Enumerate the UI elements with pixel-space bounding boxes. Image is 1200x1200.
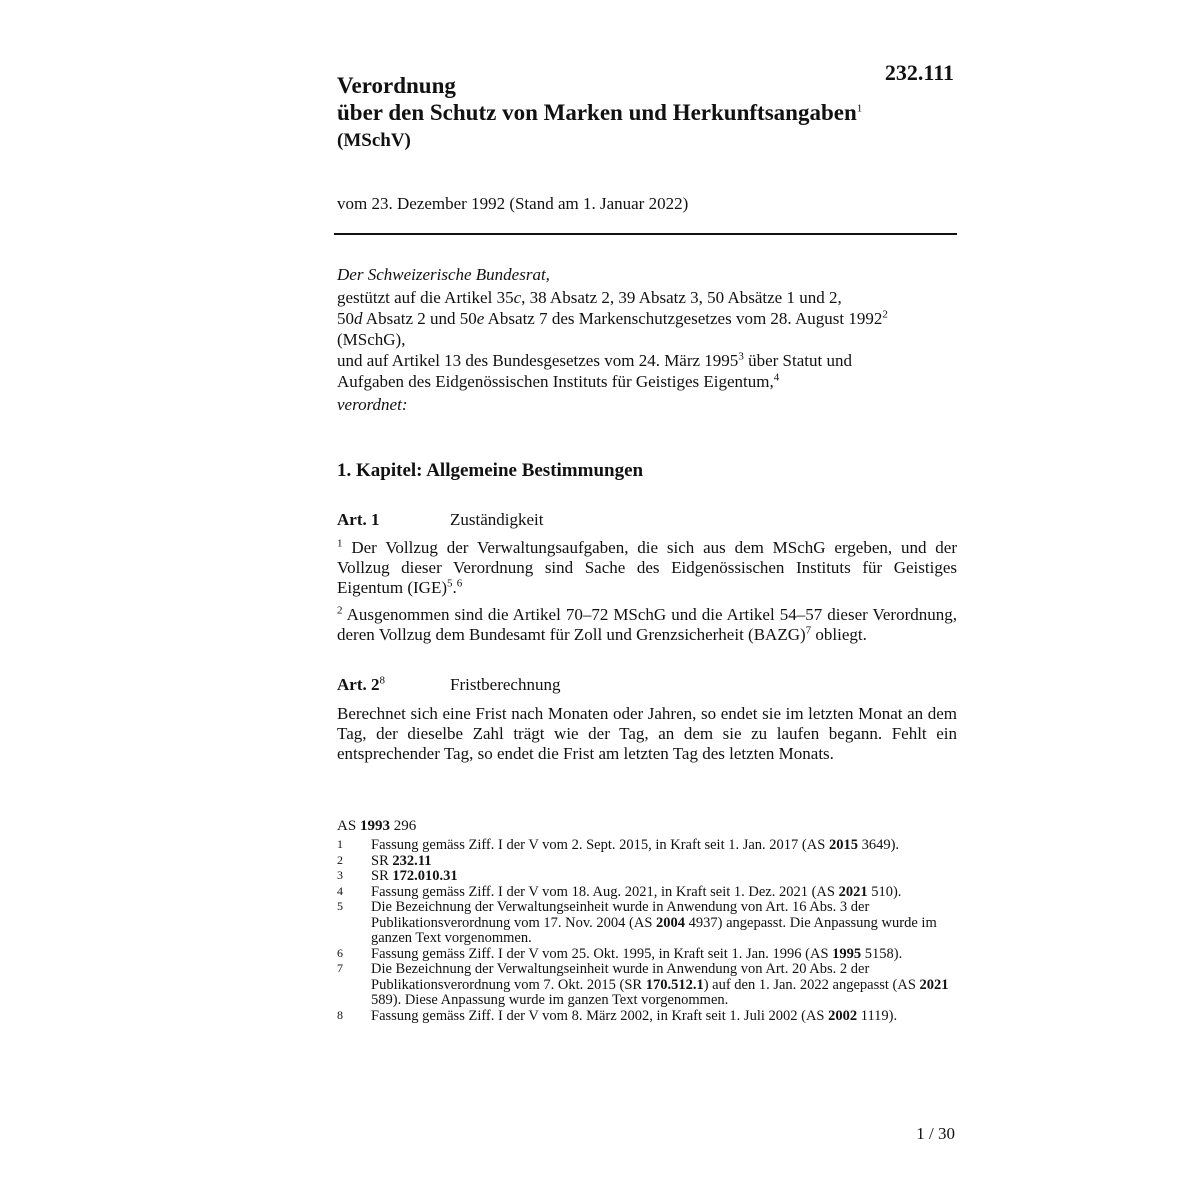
footnote-bold[interactable]: 172.010.31 bbox=[392, 868, 458, 884]
footnote-number: 6 bbox=[337, 945, 343, 960]
footnote-bold: 1995 bbox=[832, 945, 862, 962]
footnote-text bbox=[371, 869, 957, 885]
article-2-heading bbox=[337, 675, 560, 695]
basis-text: Absatz 7 des Markenschutzgesetzes vom 28. August 1992 bbox=[484, 309, 883, 328]
footnote-6 bbox=[337, 947, 957, 963]
footnote-part: 589). Diese Anpassung wurde im ganzen Text vorgenommen. bbox=[371, 992, 729, 1008]
footnote-bold: 2021 bbox=[838, 883, 868, 900]
header-divider bbox=[334, 233, 957, 235]
article-1-body bbox=[337, 538, 957, 652]
preamble-basis-line-2 bbox=[337, 308, 957, 329]
footnote-number: 3 bbox=[337, 868, 343, 882]
source-year: 1993 bbox=[359, 818, 390, 834]
footnote-part: 5158). bbox=[861, 945, 903, 962]
preamble-decrees: verordnet: bbox=[337, 395, 408, 414]
footnote-ref-3[interactable]: 3 bbox=[738, 350, 744, 363]
source-page: 296 bbox=[389, 818, 417, 834]
footnote-part: Fassung gemäss Ziff. I der V vom 25. Okt. 1995, in Kraft seit 1. Jan. 1996 (AS bbox=[371, 945, 833, 962]
footnote-part: 510). bbox=[867, 883, 902, 900]
basis-letter-c: c bbox=[513, 288, 522, 307]
preamble-basis-line-1 bbox=[337, 287, 957, 308]
basis-text: Aufgaben des Eidgenössischen Instituts für Geistiges Eigentum, bbox=[337, 372, 774, 391]
footnote-4 bbox=[337, 885, 957, 901]
footnote-part: 3649). bbox=[857, 837, 900, 853]
footnote-2 bbox=[337, 854, 957, 870]
footnote-ref-5[interactable]: 5 bbox=[447, 577, 453, 590]
footnote-ref-2[interactable]: 2 bbox=[882, 308, 888, 321]
footnote-number: 8 bbox=[337, 1007, 343, 1022]
basis-text: Absatz 2 und 50 bbox=[362, 309, 477, 328]
footnote-part: Die Bezeichnung der Verwaltungseinheit wurde in Anwendung von Art. 20 Abs. 2 der Publikationsverordnung vom 7. Okt. 2015 (SR bbox=[371, 961, 870, 993]
footnote-part: Fassung gemäss Ziff. I der V vom 2. Sept. 2015, in Kraft seit 1. Jan. 2017 (AS bbox=[371, 837, 829, 853]
footnote-part: Fassung gemäss Ziff. I der V vom 18. Aug. 2021, in Kraft seit 1. Dez. 2021 (AS bbox=[371, 883, 839, 900]
footnote-text bbox=[371, 838, 957, 854]
footnote-ref-6[interactable]: 6 bbox=[456, 577, 463, 590]
basis-text: gestützt auf die Artikel 35 bbox=[337, 288, 514, 307]
preamble-basis-line-5 bbox=[337, 371, 957, 392]
paragraph-text: . bbox=[452, 578, 457, 597]
article-1-paragraph-1 bbox=[337, 538, 957, 598]
footnote-3 bbox=[337, 869, 957, 885]
footnote-part: ) auf den 1. Jan. 2022 angepasst (AS bbox=[703, 976, 920, 993]
footnote-number: 1 bbox=[337, 837, 343, 851]
footnote-ref-4[interactable]: 4 bbox=[773, 371, 780, 384]
footnote-part: 4937) angepasst. Die Anpassung wurde im ganzen Text vorgenommen. bbox=[371, 914, 937, 946]
page-number: 1 / 30 bbox=[916, 1124, 955, 1143]
footnote-text bbox=[371, 947, 957, 963]
sr-number: 232.111 bbox=[884, 60, 954, 85]
footnote-ref-1[interactable]: 1 bbox=[856, 102, 863, 115]
preamble bbox=[337, 264, 957, 415]
paragraph-text: Ausgenommen sind die Artikel 70–72 MSchG und die Artikel 54–57 dieser Verordnung, deren Vollzug dem Bundesamt für Zoll und Grenzsicherheit (BAZG) bbox=[337, 605, 957, 644]
article-2-number bbox=[337, 675, 450, 695]
title-line-2-text: über den Schutz von Marken und Herkunftsangaben bbox=[337, 100, 857, 125]
footnote-part: Fassung gemäss Ziff. I der V vom 8. März 2002, in Kraft seit 1. Juli 2002 (AS bbox=[371, 1007, 829, 1024]
preamble-basis-line-3: (MSchG), bbox=[337, 330, 406, 349]
chapter-heading: 1. Kapitel: Allgemeine Bestimmungen bbox=[337, 460, 644, 481]
footnote-part: SR bbox=[371, 852, 393, 869]
basis-text: 50 bbox=[337, 309, 354, 328]
preamble-basis-line-4 bbox=[337, 350, 957, 371]
paragraph-text: Der Vollzug der Verwaltungsaufgaben, die sich aus dem MSchG ergeben, und der Vollzug dieser Verordnung sind Sache des Eidgenössischen Instituts für Geistiges Eigentum (IGE) bbox=[337, 538, 957, 597]
title-line-1: Verordnung bbox=[337, 73, 456, 98]
date-line: vom 23. Dezember 1992 (Stand am 1. Januar 2022) bbox=[337, 194, 689, 213]
basis-letter-d: d bbox=[354, 309, 363, 328]
source-prefix: AS bbox=[337, 818, 360, 834]
basis-text: über Statut und bbox=[743, 351, 852, 370]
footnote-bold: 2015 bbox=[828, 837, 858, 853]
footnote-number: 5 bbox=[337, 899, 343, 913]
footnote-part: 1119). bbox=[857, 1007, 898, 1024]
basis-text: und auf Artikel 13 des Bundesgesetzes vom 24. März 1995 bbox=[337, 351, 739, 370]
footnote-bold[interactable]: 232.11 bbox=[392, 852, 432, 869]
title-line-2 bbox=[337, 99, 937, 126]
footnote-number: 7 bbox=[337, 961, 343, 975]
footnote-1 bbox=[337, 838, 957, 854]
preamble-authority: Der Schweizerische Bundesrat, bbox=[337, 265, 550, 284]
footnote-number: 4 bbox=[337, 883, 343, 898]
article-2-number-text: Art. 2 bbox=[337, 675, 380, 694]
article-1-number: Art. 1 bbox=[337, 510, 380, 529]
article-1-title: Zuständigkeit bbox=[450, 510, 544, 529]
footnote-bold: 2004 bbox=[656, 914, 686, 931]
footnote-number: 2 bbox=[337, 852, 343, 867]
footnote-part: Die Bezeichnung der Verwaltungseinheit wurde in Anwendung von Art. 16 Abs. 3 der Publikationsverordnung vom 17. Nov. 2004 (AS bbox=[371, 899, 870, 931]
article-1-heading bbox=[337, 510, 543, 530]
footnote-bold[interactable]: 170.512.1 bbox=[645, 976, 704, 993]
page-title bbox=[337, 72, 937, 156]
footnotes bbox=[337, 838, 957, 1024]
footnote-bold: 2002 bbox=[828, 1007, 858, 1024]
footnote-8 bbox=[337, 1009, 957, 1025]
paragraph-number: 2 bbox=[337, 604, 343, 617]
article-2-body bbox=[337, 704, 957, 771]
paragraph-number: 1 bbox=[337, 537, 343, 550]
article-1-paragraph-2 bbox=[337, 605, 957, 645]
footnote-text bbox=[371, 885, 957, 901]
article-2-title: Fristberechnung bbox=[450, 675, 561, 694]
paragraph-text: obliegt. bbox=[811, 625, 867, 644]
footnote-ref-8[interactable]: 8 bbox=[379, 674, 385, 687]
footnote-text bbox=[371, 962, 957, 1009]
footnote-bold: 2021 bbox=[919, 976, 949, 993]
source-reference bbox=[337, 818, 416, 835]
basis-text: , 38 Absatz 2, 39 Absatz 3, 50 Absätze 1 und 2, bbox=[521, 288, 842, 307]
footnote-text bbox=[371, 854, 957, 870]
footnote-text bbox=[371, 900, 957, 947]
title-abbreviation: (MSchV) bbox=[337, 130, 411, 151]
footnote-part: SR bbox=[371, 868, 393, 884]
footnote-ref-7[interactable]: 7 bbox=[805, 624, 812, 637]
article-2-paragraph: Berechnet sich eine Frist nach Monaten oder Jahren, so endet sie im letzten Monat an dem Tag, der dieselbe Zahl trägt wie der Tag, an dem sie zu laufen begann. Fehlt ein entsprechender Tag, so endet die Frist am letzten Tag des letzten Monats. bbox=[337, 704, 957, 763]
footnote-5 bbox=[337, 900, 957, 947]
footnote-text bbox=[371, 1009, 957, 1025]
footnote-7 bbox=[337, 962, 957, 1009]
basis-letter-e: e bbox=[476, 309, 485, 328]
